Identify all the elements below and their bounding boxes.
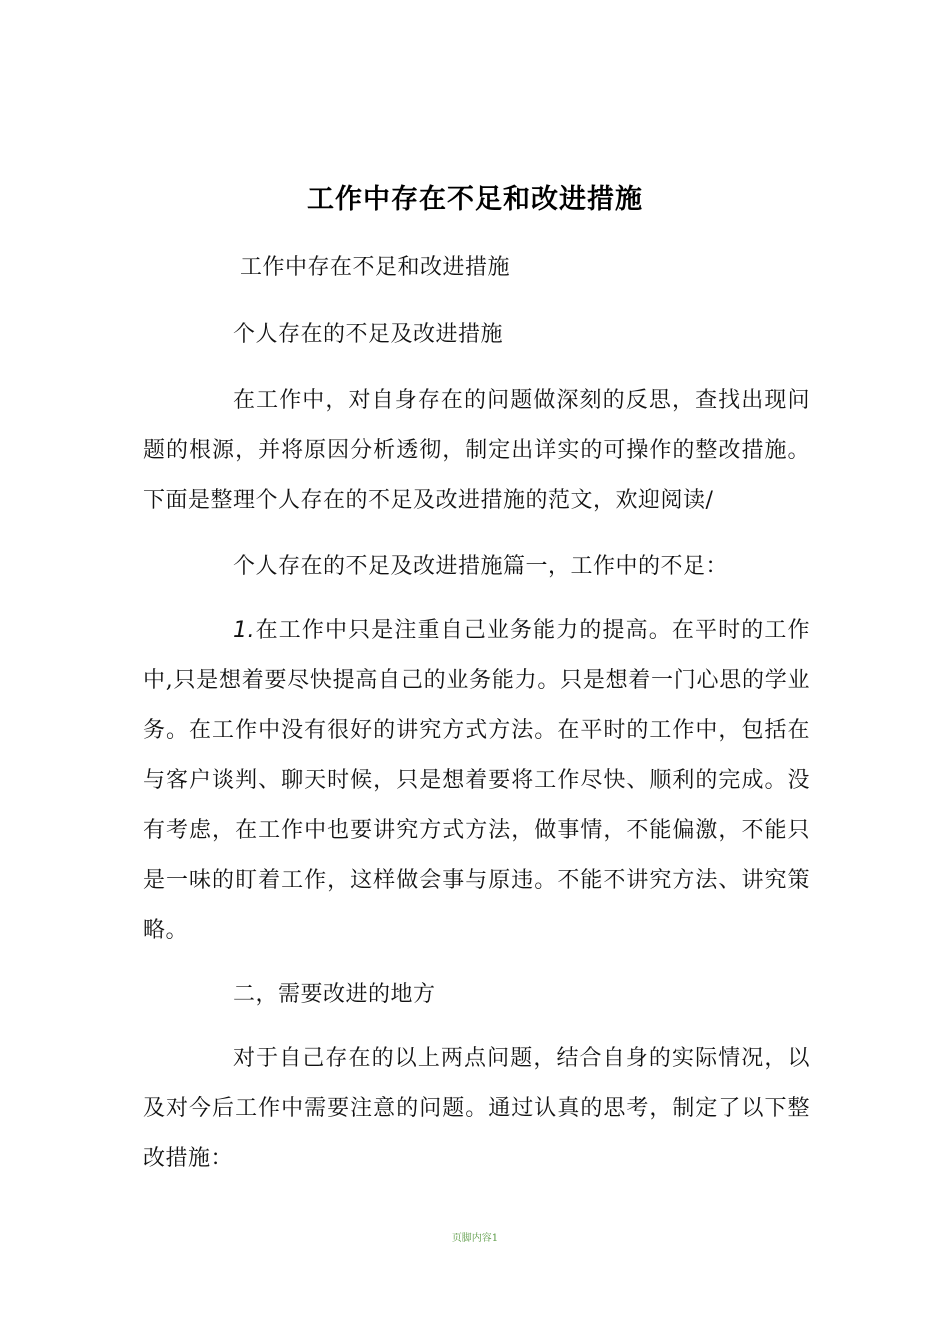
section-heading-personal: 个人存在的不足及改进措施 bbox=[233, 322, 504, 347]
document-subtitle: 工作中存在不足和改进措施 bbox=[240, 255, 511, 280]
section2-paragraph: 对于自己存在的以上两点问题，结合自身的实际情况，以及对今后工作中需要注意的问题。通过认真的思考，制定了以下整改措施： bbox=[143, 1046, 810, 1171]
page-footer: 页脚内容1 bbox=[451, 1233, 499, 1244]
intro-paragraph: 在工作中，对自身存在的问题做深刻的反思，查找出现问题的根源，并将原因分析透彻，制定出详实的可操作的整改措施。下面是整理个人存在的不足及改进措施的范文，欢迎阅读/ bbox=[143, 388, 810, 513]
item1-text: 在工作中只是注重自己业务能力的提高。在平时的工作中,只是想着要尽快提高自己的业务能力。只是想着一门心思的学业务。在工作中没有很好的讲究方式方法。在平时的工作中，包括在与客户谈判、聊天时候，只是想着要将工作尽快、顺利的完成。没有考虑，在工作中也要讲究方式方法，做事情，不能偏激，不能只是一味的盯着工作，这样做会事与原违。不能不讲究方法、讲究策略。 bbox=[143, 618, 810, 943]
item1-number: 1. bbox=[233, 618, 255, 643]
document-title: 工作中存在不足和改进措施 bbox=[307, 184, 643, 215]
section1-heading: 个人存在的不足及改进措施篇一，工作中的不足： bbox=[233, 554, 729, 579]
item1-paragraph bbox=[143, 606, 810, 956]
section2-heading: 二，需要改进的地方 bbox=[233, 982, 436, 1007]
